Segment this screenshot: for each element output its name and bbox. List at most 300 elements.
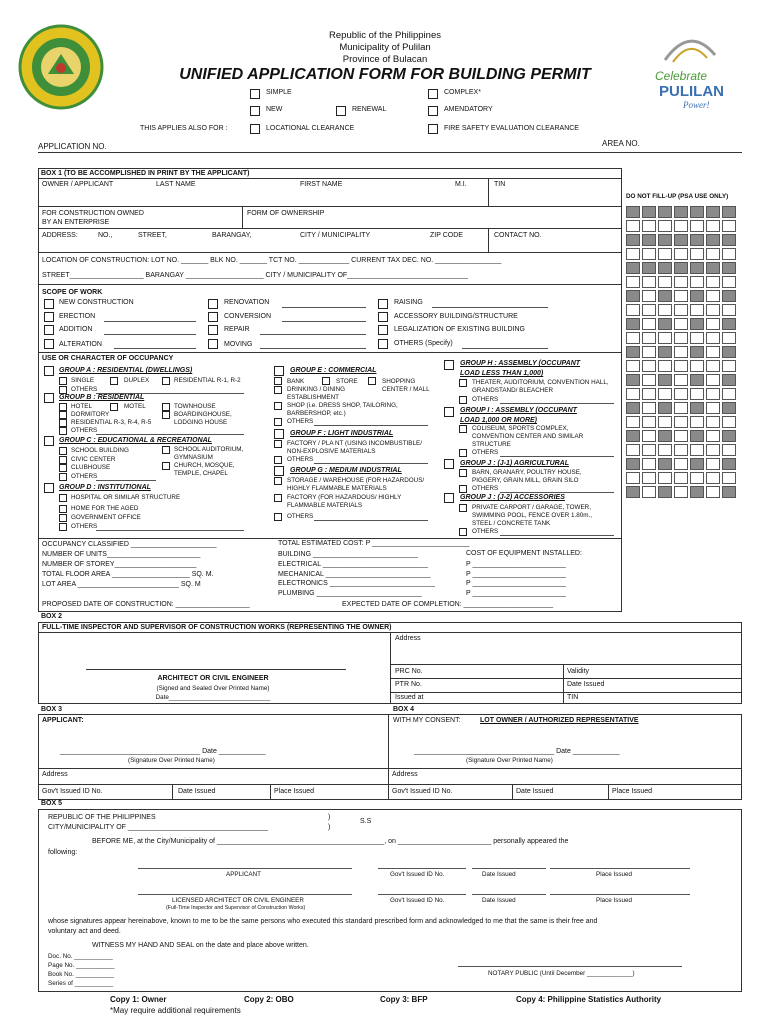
psa-cell: [722, 262, 736, 274]
psa-cell: [690, 472, 704, 484]
psa-cell: [642, 290, 656, 302]
psa-cell: [690, 402, 704, 414]
psa-cell: [690, 248, 704, 260]
psa-cell: [706, 332, 720, 344]
gg-storage-checkbox[interactable]: [274, 477, 282, 485]
psa-cell: [626, 290, 640, 302]
first-name-label: FIRST NAME: [300, 181, 343, 188]
scope-repair-checkbox[interactable]: [208, 325, 218, 335]
ga-others-label: OTHERS: [71, 386, 98, 393]
gb-townhouse-checkbox[interactable]: [162, 403, 170, 411]
psa-cell: [642, 360, 656, 372]
psa-cell: [706, 304, 720, 316]
group-h-checkbox[interactable]: [444, 360, 454, 370]
gf-nonexplosive-label: NON-EXPLOSIVE MATERIALS: [287, 448, 376, 455]
gi-coliseum-label: COLISEUM, SPORTS COMPLEX,: [472, 425, 569, 432]
box4-signature-caption: (Signature Over Printed Name): [466, 757, 553, 764]
scope-erection-label: ERECTION: [59, 313, 96, 320]
box3-address-label: Address: [42, 771, 68, 778]
box5-republic: REPUBLIC OF THE PHILIPPINES: [48, 814, 156, 821]
ge-drinking-checkbox[interactable]: [274, 386, 282, 394]
psa-cell: [722, 206, 736, 218]
psa-cell: [674, 318, 688, 330]
applicant-label: APPLICANT:: [42, 717, 84, 724]
psa-cell: [722, 444, 736, 456]
psa-cell: [690, 444, 704, 456]
gb-dormitory-label: DORMITORY: [71, 411, 110, 418]
psa-cell: [674, 220, 688, 232]
gb-lodging-label: LODGING HOUSE: [174, 419, 228, 426]
locational-clearance-checkbox[interactable]: [250, 124, 260, 134]
psa-cell: [626, 360, 640, 372]
fire-safety-label: FIRE SAFETY EVALUATION CLEARANCE: [444, 125, 579, 132]
psa-cell: [626, 304, 640, 316]
psa-cell: [626, 234, 640, 246]
amendatory-checkbox[interactable]: [428, 106, 438, 116]
box5-date-issued-1: Date Issued: [482, 871, 516, 878]
psa-cell: [626, 374, 640, 386]
simple-label: SIMPLE: [266, 89, 292, 96]
psa-cell: [674, 290, 688, 302]
ge-barbershop-label: BARBERSHOP, etc.): [287, 410, 346, 417]
box5-before-me: BEFORE ME, at the City/Municipality of ___________________________________________, on ________________________ personally appeared the: [92, 838, 569, 845]
psa-cell: [642, 234, 656, 246]
psa-cell: [674, 458, 688, 470]
psa-cell: [642, 262, 656, 274]
contact-no-label: CONTACT NO.: [494, 232, 542, 239]
group-j1-label: GROUP J : (J-1) AGRICULTURAL: [460, 460, 570, 467]
psa-cell: [626, 346, 640, 358]
architect-label: ARCHITECT OR CIVIL ENGINEER: [157, 675, 269, 682]
scope-alteration-label: ALTERATION: [59, 341, 102, 348]
ge-shopping-checkbox[interactable]: [368, 377, 376, 385]
ga-r12-checkbox[interactable]: [162, 377, 170, 385]
ga-others-checkbox[interactable]: [59, 386, 67, 394]
occupancy-classified-label: OCCUPANCY CLASSIFIED ______________________: [42, 541, 217, 548]
ge-shop-label: SHOP (i.e. DRESS SHOP, TAILORING,: [287, 402, 398, 409]
gd-others-checkbox[interactable]: [59, 523, 67, 531]
psa-cell: [642, 206, 656, 218]
ga-r12-label: RESIDENTIAL R-1, R-2: [174, 377, 241, 384]
group-i-checkbox[interactable]: [444, 407, 454, 417]
psa-cell: [706, 276, 720, 288]
psa-cell: [658, 444, 672, 456]
complex-checkbox[interactable]: [428, 89, 438, 99]
psa-cell: [722, 416, 736, 428]
psa-cell: [658, 332, 672, 344]
gc-school-checkbox[interactable]: [59, 447, 67, 455]
group-a-checkbox[interactable]: [44, 366, 54, 376]
scope-others-checkbox[interactable]: [378, 339, 388, 349]
application-no-label: APPLICATION NO.: [38, 142, 107, 151]
gc-others-label: OTHERS: [71, 473, 98, 480]
lot-area-label: LOT AREA __________________________ SQ. M: [42, 581, 201, 588]
psa-cell: [674, 206, 688, 218]
gj2-private-label: PRIVATE CARPORT / GARAGE, TOWER,: [472, 504, 591, 511]
lot-owner-label: LOT OWNER / AUTHORIZED REPRESENTATIVE: [480, 717, 639, 724]
psa-cell: [626, 416, 640, 428]
gb-others-checkbox[interactable]: [59, 427, 67, 435]
ga-duplex-checkbox[interactable]: [110, 377, 118, 385]
gc-church-checkbox[interactable]: [162, 462, 170, 470]
location-street-label: STREET___________________ BARANGAY ____________________ CITY / MUNICIPALITY OF_______________________________: [42, 272, 468, 279]
psa-cell: [722, 220, 736, 232]
psa-cell: [690, 346, 704, 358]
gg-others-checkbox[interactable]: [274, 513, 282, 521]
ptr-label: PTR No.: [395, 681, 422, 688]
psa-cell: [642, 374, 656, 386]
ge-center-label: CENTER / MALL: [382, 386, 430, 393]
box5-series: Series of ___________: [48, 980, 114, 987]
gi-others-checkbox[interactable]: [459, 449, 467, 457]
scope-legalization-checkbox[interactable]: [378, 325, 388, 335]
issued-at-label: Issued at: [395, 694, 424, 701]
psa-cell: [642, 416, 656, 428]
box5-city: CITY/MUNICIPALITY OF ____________________________________: [48, 824, 269, 831]
box2-tin-label: TIN: [567, 694, 579, 701]
gj1-others-checkbox[interactable]: [459, 485, 467, 493]
group-g-checkbox[interactable]: [274, 466, 284, 476]
psa-cell: [626, 472, 640, 484]
psa-cell: [674, 430, 688, 442]
gd-hospital-label: HOSPITAL OR SIMILAR STRUCTURE: [71, 494, 181, 501]
box5-bracket1: ): [328, 814, 331, 821]
box5-applicant-label: APPLICANT: [226, 871, 261, 878]
psa-cell: [626, 206, 640, 218]
psa-cell: [674, 444, 688, 456]
psa-cell: [626, 332, 640, 344]
gg-storage-label: STORAGE / WAREHOUSE (FOR HAZARDOUS/: [287, 477, 425, 484]
ge-bank-label: BANK: [287, 378, 305, 385]
gh-others-checkbox[interactable]: [459, 396, 467, 404]
address-barangay-label: BARANGAY,: [212, 232, 252, 239]
psa-cell: [706, 472, 720, 484]
psa-cell: [706, 458, 720, 470]
gd-home-checkbox[interactable]: [59, 505, 67, 513]
box4-date-issued-label: Date Issued: [516, 788, 554, 795]
psa-cell: [706, 388, 720, 400]
box5-title: BOX 5: [41, 800, 63, 807]
psa-cell: [706, 290, 720, 302]
gc-club-label: CLUBHOUSE: [71, 464, 111, 471]
group-g-label: GROUP G : MEDIUM INDUSTRIAL: [290, 467, 402, 474]
psa-cell: [658, 220, 672, 232]
psa-cell: [706, 220, 720, 232]
scope-moving-label: MOVING: [224, 341, 253, 348]
scope-alteration-checkbox[interactable]: [44, 339, 54, 349]
box3-signature-line: ____________________________________ Date ____________: [60, 748, 266, 755]
group-h-label: GROUP H : ASSEMBLY (OCCUPANT: [460, 360, 581, 367]
group-i-label2: LOAD 1,000 OR MORE): [460, 417, 538, 424]
psa-cell: [658, 458, 672, 470]
additional-requirements-note: *May require additional requirements: [110, 1006, 241, 1015]
logo-icon: [645, 30, 735, 112]
psa-cell: [626, 430, 640, 442]
gc-club-checkbox[interactable]: [59, 464, 67, 472]
gb-hotel-checkbox[interactable]: [59, 403, 67, 411]
box4-address-label: Address: [392, 771, 418, 778]
gh-theater-checkbox[interactable]: [459, 379, 467, 387]
psa-cell: [706, 416, 720, 428]
psa-cell: [658, 402, 672, 414]
psa-cell: [706, 262, 720, 274]
box2-title: BOX 2: [41, 613, 63, 620]
psa-cell: [674, 402, 688, 414]
psa-cell: [642, 220, 656, 232]
box3-signature-caption: (Signature Over Printed Name): [128, 757, 215, 764]
gj1-others-label: OTHERS: [472, 485, 499, 492]
box2-heading: FULL-TIME INSPECTOR AND SUPERVISOR OF CONSTRUCTION WORKS (REPRESENTING THE OWNER): [42, 624, 392, 631]
psa-cell: [706, 234, 720, 246]
ge-others-checkbox[interactable]: [274, 418, 282, 426]
psa-cell: [642, 388, 656, 400]
psa-cell: [722, 472, 736, 484]
validity-label: Validity: [567, 668, 590, 675]
gb-r345-checkbox[interactable]: [59, 419, 67, 427]
gc-civic-label: CIVIC CENTER: [71, 456, 116, 463]
scope-new-construction-checkbox[interactable]: [44, 299, 54, 309]
ge-shop-checkbox[interactable]: [274, 402, 282, 410]
gj1-barn-label: BARN, GRANARY, POULTRY HOUSE,: [472, 469, 582, 476]
complex-label: COMPLEX*: [444, 89, 481, 96]
gb-others-label: OTHERS: [71, 427, 98, 434]
psa-cell: [722, 234, 736, 246]
electrical-cost-label: ELECTRICAL ___________________________: [278, 561, 428, 568]
scope-accessory-label: ACCESSORY BUILDING/STRUCTURE: [394, 313, 518, 320]
last-name-label: LAST NAME: [156, 181, 196, 188]
gj2-others-label: OTHERS: [472, 528, 499, 535]
psa-cell: [722, 360, 736, 372]
gd-home-label: HOME FOR THE AGED: [71, 505, 139, 512]
gb-boarding-label: BOARDINGHOUSE,: [174, 411, 232, 418]
gb-boarding-checkbox[interactable]: [162, 411, 170, 419]
psa-cell: [690, 430, 704, 442]
psa-cell: [674, 304, 688, 316]
box5-place-issued-2: Place Issued: [596, 897, 633, 904]
electronics-cost-label: ELECTRONICS ___________________________: [278, 580, 435, 587]
gj2-others-checkbox[interactable]: [459, 528, 467, 536]
copy3-label: Copy 3: BFP: [380, 995, 428, 1004]
ge-store-label: STORE: [336, 378, 358, 385]
number-storey-label: NUMBER OF STOREY_____________________: [42, 561, 197, 568]
group-d-checkbox[interactable]: [44, 483, 54, 493]
psa-cell: [706, 318, 720, 330]
psa-cell: [722, 402, 736, 414]
gi-coliseum-checkbox[interactable]: [459, 425, 467, 433]
gb-hotel-label: HOTEL: [71, 403, 92, 410]
svg-text:PULILAN: PULILAN: [659, 83, 724, 100]
ga-single-checkbox[interactable]: [59, 377, 67, 385]
scope-legalization-label: LEGALIZATION OF EXISTING BUILDING: [394, 326, 525, 333]
building-cost-label: BUILDING ___________________________: [278, 551, 419, 558]
group-a-label: GROUP A : RESIDENTIAL (DWELLINGS): [59, 367, 193, 374]
ge-establishment-label: ESTABLISHMENT: [287, 394, 340, 401]
box5-notary: NOTARY PUBLIC (Until December _____________): [488, 970, 635, 977]
box5-page-no: Page No. ___________: [48, 962, 115, 969]
psa-cell: [626, 248, 640, 260]
gb-motel-label: MOTEL: [124, 403, 146, 410]
gg-factory2-label: FLAMMABLE MATERIALS: [287, 502, 363, 509]
group-j2-checkbox[interactable]: [444, 493, 454, 503]
psa-cell: [722, 458, 736, 470]
gc-temple-label: TEMPLE, CHAPEL: [174, 470, 228, 477]
psa-cell: [706, 486, 720, 498]
box5-following: following:: [48, 849, 78, 856]
box5-place-issued-1: Place Issued: [596, 871, 633, 878]
scope-new-construction-label: NEW CONSTRUCTION: [59, 299, 134, 306]
box5-licensed-label: LICENSED ARCHITECT OR CIVIL ENGINEER: [172, 897, 304, 904]
psa-cell: [642, 276, 656, 288]
address-no-label: NO.,: [98, 232, 113, 239]
scope-accessory-checkbox[interactable]: [378, 312, 388, 322]
ge-bank-checkbox[interactable]: [274, 377, 282, 385]
group-f-checkbox[interactable]: [274, 429, 284, 439]
box4-signature-line: ____________________________________ Date ____________: [414, 748, 620, 755]
psa-cell: [722, 374, 736, 386]
psa-cell: [674, 234, 688, 246]
box5-ss: S.S: [360, 818, 372, 825]
gb-dormitory-checkbox[interactable]: [59, 411, 67, 419]
psa-cell: [626, 402, 640, 414]
gg-others-label: OTHERS: [287, 513, 314, 520]
gj2-tank-label: STEEL / CONCRETE TANK: [472, 520, 551, 527]
gd-gov-checkbox[interactable]: [59, 514, 67, 522]
psa-cell: [642, 304, 656, 316]
box5-book-no: Book No. ___________: [48, 971, 115, 978]
scope-heading: SCOPE OF WORK: [42, 289, 103, 296]
fire-safety-checkbox[interactable]: [428, 124, 438, 134]
scope-raising-checkbox[interactable]: [378, 299, 388, 309]
psa-cell: [690, 276, 704, 288]
gc-civic-checkbox[interactable]: [59, 456, 67, 464]
group-b-checkbox[interactable]: [44, 393, 54, 403]
scope-renovation-checkbox[interactable]: [208, 299, 218, 309]
scope-conversion-checkbox[interactable]: [208, 312, 218, 322]
gj1-piggery-label: PIGGERY, GRAIN MILL, GRAIN SILO: [472, 477, 579, 484]
psa-cell: [626, 458, 640, 470]
psa-cell: [642, 486, 656, 498]
gi-others-label: OTHERS: [472, 449, 499, 456]
box5-govt-id-1: Gov't Issued ID No.: [390, 871, 445, 878]
psa-cell: [658, 346, 672, 358]
psa-cell: [642, 332, 656, 344]
psa-cell: [722, 290, 736, 302]
psa-cell: [642, 248, 656, 260]
scope-others-label: OTHERS (Specify): [394, 340, 453, 347]
psa-cell: [658, 360, 672, 372]
new-checkbox[interactable]: [250, 106, 260, 116]
gf-others-checkbox[interactable]: [274, 456, 282, 464]
psa-cell: [722, 388, 736, 400]
group-d-label: GROUP D : INSTITUTIONAL: [59, 484, 151, 491]
gh-theater-label: THEATER, AUDITORIUM, CONVENTION HALL,: [472, 379, 609, 386]
psa-cell: [674, 486, 688, 498]
gj2-swimming-label: SWIMMING POOL, FENCE OVER 1.80m.,: [472, 512, 593, 519]
psa-cell: [674, 374, 688, 386]
ge-store-checkbox[interactable]: [322, 377, 330, 385]
box2-date-issued-label: Date Issued: [567, 681, 605, 688]
equipment-p4: P ________________________: [466, 590, 566, 597]
psa-cell: [658, 234, 672, 246]
gg-factory-checkbox[interactable]: [274, 494, 282, 502]
expected-date-label: EXPECTED DATE OF COMPLETION: _______________________: [342, 601, 554, 608]
scope-moving-checkbox[interactable]: [208, 339, 218, 349]
psa-cell: [706, 374, 720, 386]
header-line2: Municipality of Pulilan: [339, 42, 431, 53]
by-enterprise-label: BY AN ENTERPRISE: [42, 219, 110, 226]
gf-others-label: OTHERS: [287, 456, 314, 463]
for-construction-label: FOR CONSTRUCTION OWNED: [42, 210, 144, 217]
gc-school-label: SCHOOL BUILDING: [71, 447, 129, 454]
equipment-p2: P ________________________: [466, 571, 566, 578]
psa-cell: [626, 262, 640, 274]
gc-others-checkbox[interactable]: [59, 473, 67, 481]
group-j1-checkbox[interactable]: [444, 459, 454, 469]
psa-cell: [690, 374, 704, 386]
gb-motel-checkbox[interactable]: [110, 403, 118, 411]
gc-auditorium-checkbox[interactable]: [162, 446, 170, 454]
psa-cell: [658, 486, 672, 498]
box5-voluntary: voluntary act and deed.: [48, 928, 121, 935]
group-e-checkbox[interactable]: [274, 366, 284, 376]
psa-cell: [642, 402, 656, 414]
gd-hospital-checkbox[interactable]: [59, 494, 67, 502]
box3-title: BOX 3: [41, 706, 63, 713]
copy2-label: Copy 2: OBO: [244, 995, 294, 1004]
gj2-private-checkbox[interactable]: [459, 504, 467, 512]
gf-factory-checkbox[interactable]: [274, 440, 282, 448]
box2-date-label: Date_____________________________: [155, 694, 271, 701]
psa-cell: [674, 332, 688, 344]
psa-cell: [690, 360, 704, 372]
box4-title: BOX 4: [393, 706, 415, 713]
ge-shopping-label: SHOPPING: [382, 378, 416, 385]
psa-cell: [658, 388, 672, 400]
group-c-checkbox[interactable]: [44, 436, 54, 446]
psa-cell: [690, 206, 704, 218]
mi-label: M.I.: [455, 181, 467, 188]
scope-erection-checkbox[interactable]: [44, 312, 54, 322]
psa-cell: [626, 388, 640, 400]
gd-others-label: OTHERS: [71, 523, 98, 530]
psa-cell: [674, 416, 688, 428]
psa-cell: [706, 430, 720, 442]
ge-others-label: OTHERS: [287, 418, 314, 425]
psa-cell: [626, 486, 640, 498]
svg-text:Power!: Power!: [683, 100, 710, 110]
gh-others-label: OTHERS: [472, 396, 499, 403]
psa-cell: [722, 318, 736, 330]
box5-whose: whose signatures appear hereinabove, known to me to be the same persons who executed this standard prescribed form and acknowledged to me that the same is their free and: [48, 918, 598, 925]
locational-clearance-label: LOCATIONAL CLEARANCE: [266, 125, 355, 132]
box5-fulltime-label: (Full-Time Inspector and Supervisor of Construction Works): [166, 905, 306, 911]
psa-cell: [706, 248, 720, 260]
psa-cell: [674, 388, 688, 400]
mechanical-cost-label: MECHANICAL ___________________________: [278, 571, 431, 578]
psa-cell: [658, 290, 672, 302]
copy1-label: Copy 1: Owner: [110, 995, 167, 1004]
renewal-checkbox[interactable]: [336, 106, 346, 116]
header-line1: Republic of the Philippines: [329, 30, 441, 41]
gj1-barn-checkbox[interactable]: [459, 469, 467, 477]
simple-checkbox[interactable]: [250, 89, 260, 99]
location-construction-label: LOCATION OF CONSTRUCTION: LOT NO. _______ BLK NO. _______ TCT NO. _____________ CURRENT TAX DEC. NO. _________________: [42, 257, 502, 264]
amendatory-label: AMENDATORY: [444, 106, 493, 113]
scope-addition-checkbox[interactable]: [44, 325, 54, 335]
equipment-cost-label: COST OF EQUIPMENT INSTALLED:: [466, 550, 582, 557]
address-street-label: STREET,: [138, 232, 167, 239]
psa-cell: [626, 444, 640, 456]
